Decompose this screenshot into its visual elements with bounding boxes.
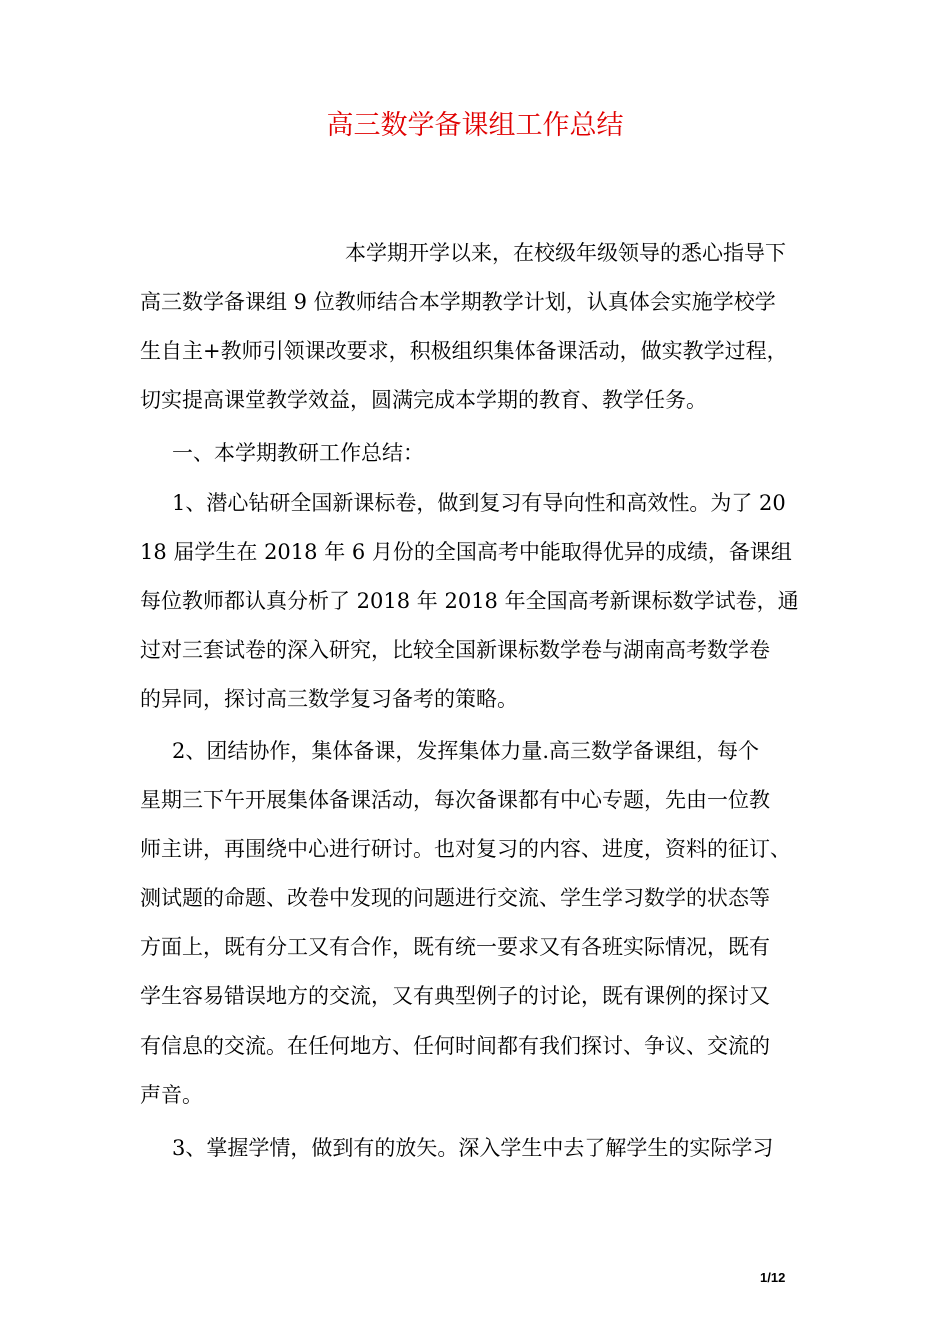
paragraph-line: 方面上，既有分工又有合作，既有统一要求又有各班实际情况，既有 [140,935,770,959]
paragraph-line: 1、潜心钻研全国新课标卷，做到复习有导向性和高效性。为了 20 [172,491,786,515]
paragraph-line: 生自主+教师引领课改要求，积极组织集体备课活动，做实教学过程， [140,339,788,363]
paragraph-line: 师主讲，再围绕中心进行研讨。也对复习的内容、进度，资料的征订、 [140,837,791,861]
paragraph-line: 有信息的交流。在任何地方、任何时间都有我们探讨、争议、交流的 [140,1034,770,1058]
paragraph-line: 声音。 [140,1083,203,1107]
paragraph-line: 18 届学生在 2018 年 6 月份的全国高考中能取得优异的成绩，备课组 [140,540,792,564]
paragraph-line: 的异同，探讨高三数学复习备考的策略。 [140,687,518,711]
paragraph-line: 切实提高课堂教学效益，圆满完成本学期的教育、教学任务。 [140,388,707,412]
paragraph-line: 高三数学备课组 9 位教师结合本学期教学计划，认真体会实施学校学 [140,290,776,314]
paragraph-line: 星期三下午开展集体备课活动，每次备课都有中心专题，先由一位教 [140,788,770,812]
page-number: 1/12 [760,1270,786,1285]
paragraph-line: 3、掌握学情，做到有的放矢。深入学生中去了解学生的实际学习 [172,1136,774,1160]
paragraph-line: 学生容易错误地方的交流，又有典型例子的讨论，既有课例的探讨又 [140,984,770,1008]
paragraph-line: 每位教师都认真分析了 2018 年 2018 年全国高考新课标数学试卷，通 [140,589,799,613]
paragraph-line: 本学期开学以来，在校级年级领导的悉心指导下 [345,241,786,265]
paragraph-line: 2、团结协作，集体备课，发挥集体力量.高三数学备课组，每个 [172,739,760,763]
paragraph-line: 过对三套试卷的深入研究，比较全国新课标数学卷与湖南高考数学卷 [140,638,770,662]
paragraph-line: 测试题的命题、改卷中发现的问题进行交流、学生学习数学的状态等 [140,886,770,910]
document-title: 高三数学备课组工作总结 [326,110,624,141]
section-heading: 一、本学期教研工作总结： [172,441,424,465]
